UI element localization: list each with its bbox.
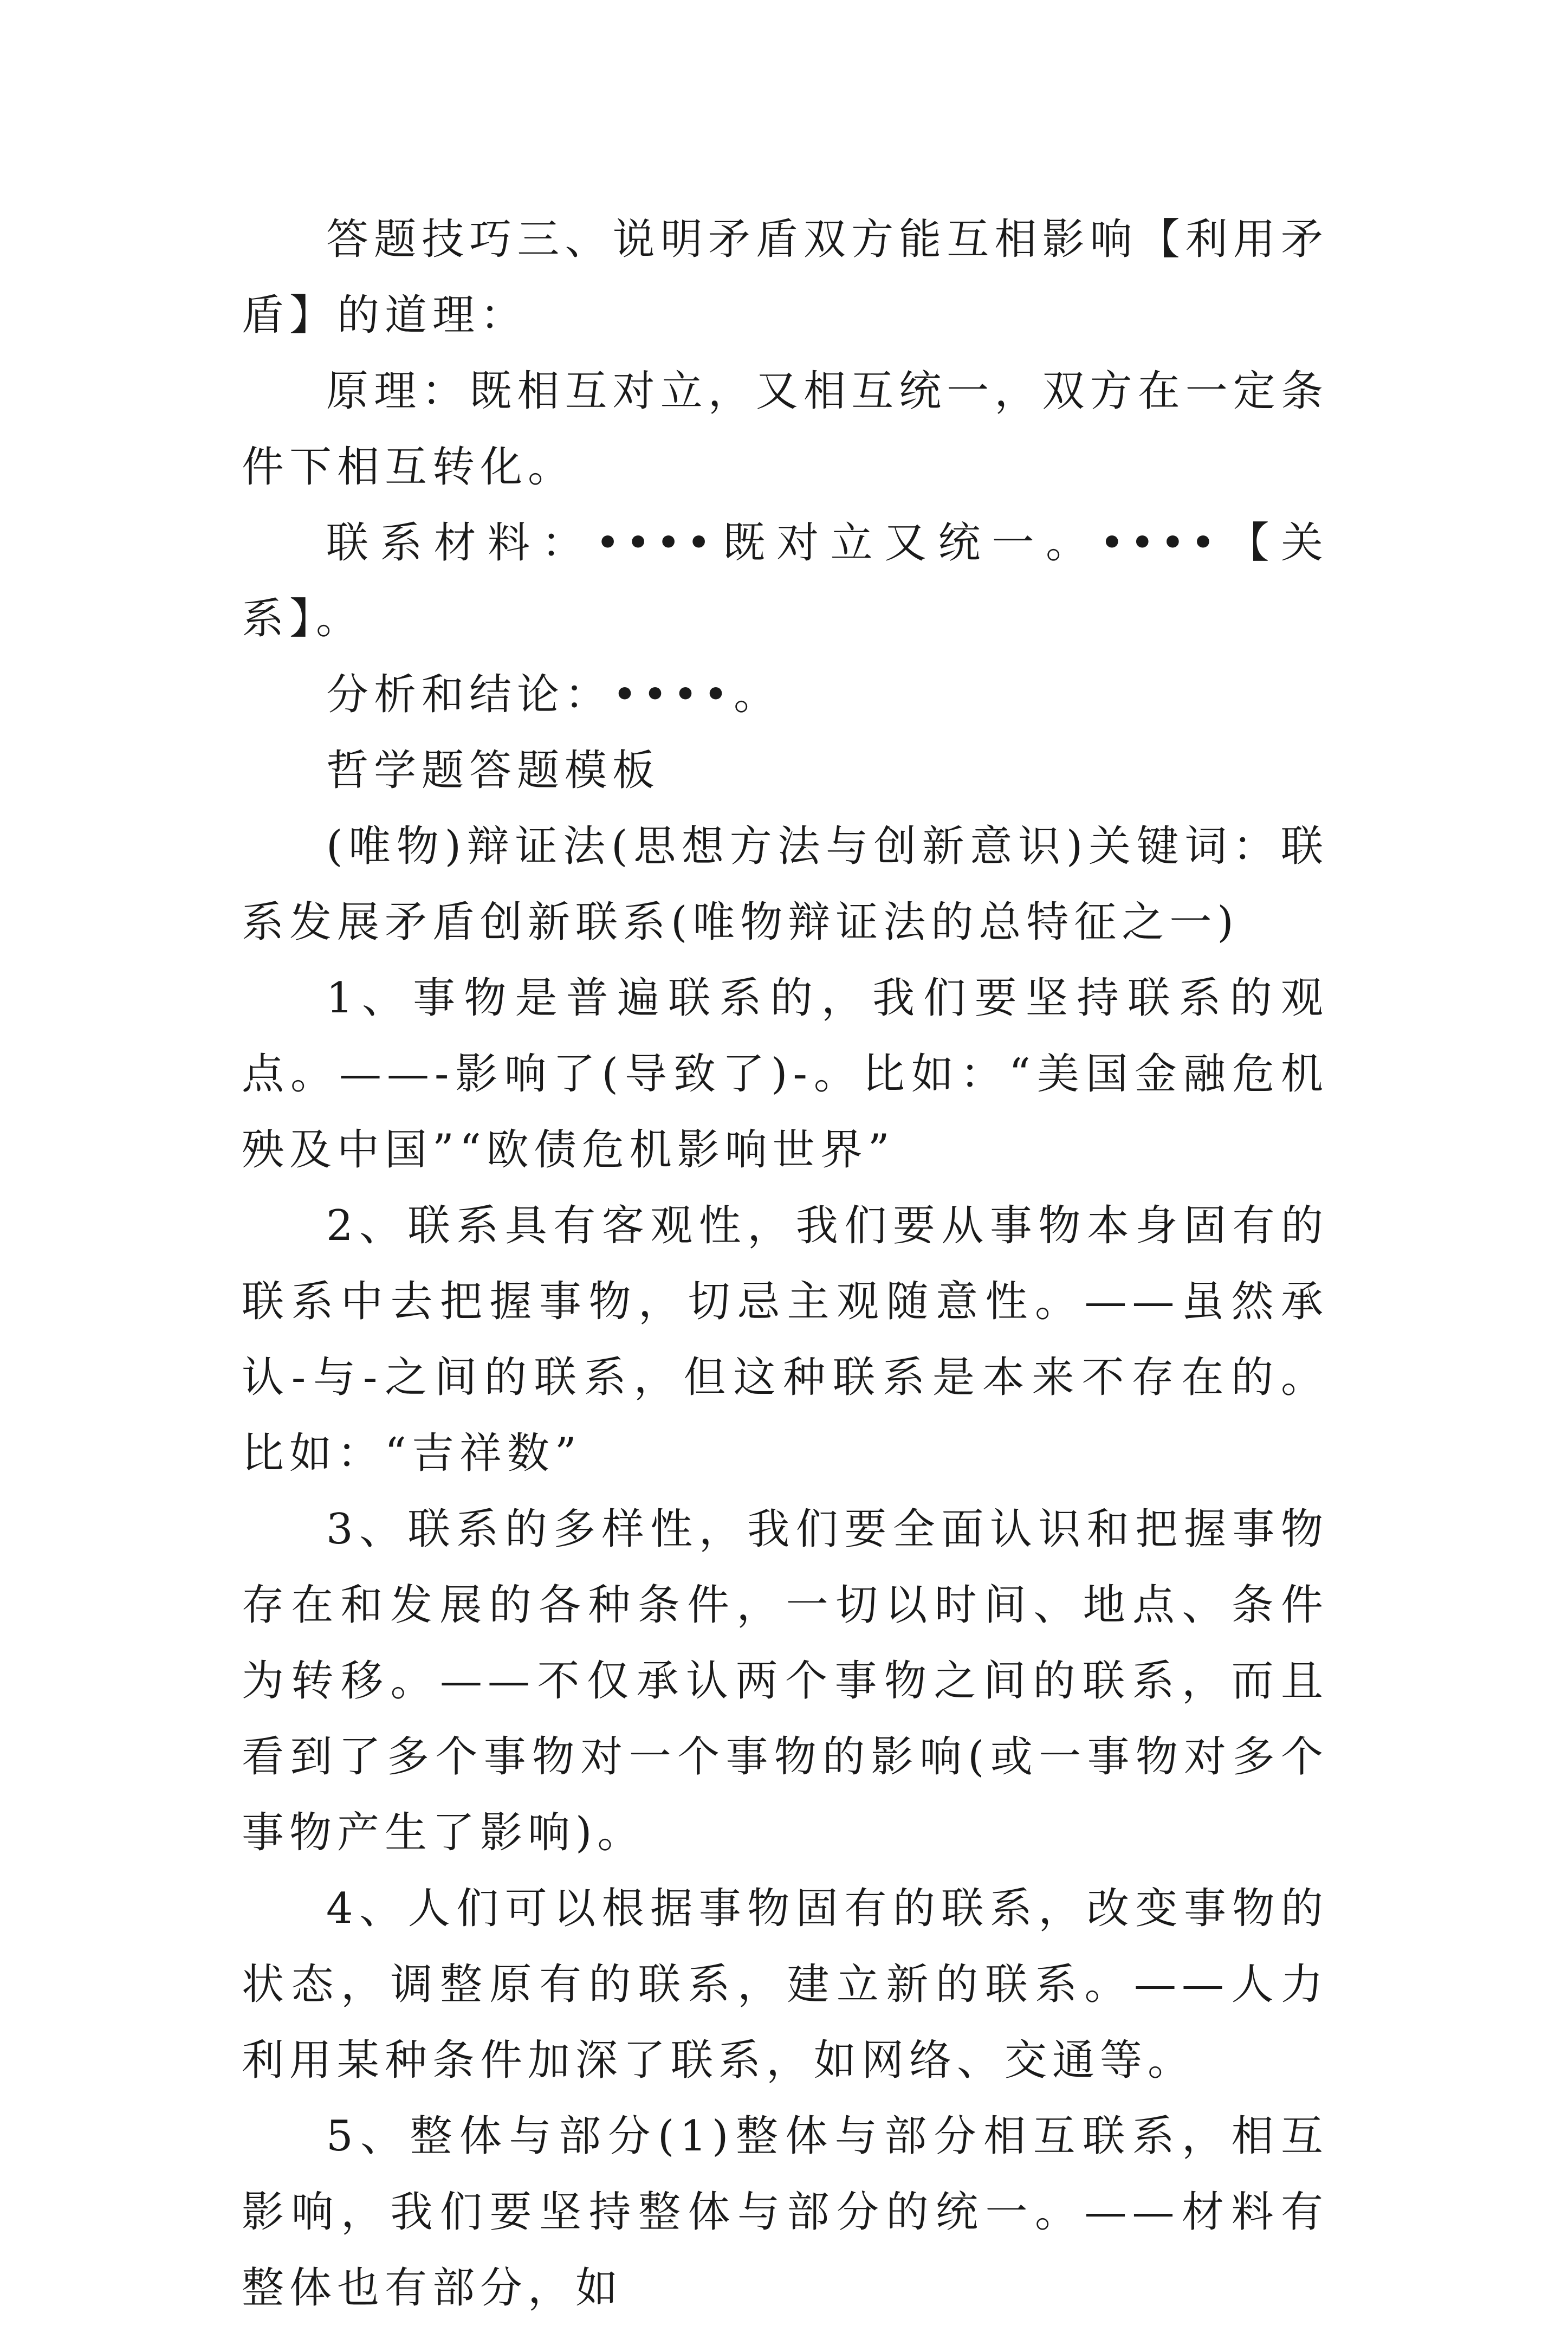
paragraph-item-2: 2、联系具有客观性，我们要从事物本身固有的联系中去把握事物，切忌主观随意性。——虽然承认-与-之间的联系，但这种联系是本来不存在的。比如：“吉祥数” [242,1201,1329,1478]
paragraph-material: 联系材料：••••既对立又统一。••••【关系】。 [242,519,1329,643]
paragraph-template-heading: 哲学题答题模板 [326,746,660,795]
document-body [242,202,1329,2326]
paragraph-principle: 原理：既相互对立，又相互统一，双方在一定条件下相互转化。 [242,367,1329,492]
paragraph-item-1: 1、事物是普遍联系的，我们要坚持联系的观点。——-影响了(导致了)-。比如：“美国金融危机殃及中国”“欧债危机影响世界” [242,974,1329,1174]
paragraph-analysis: 分析和结论：••••。 [326,670,782,719]
paragraph-item-3: 3、联系的多样性，我们要全面认识和把握事物存在和发展的各种条件，一切以时间、地点、条件为转移。——不仅承认两个事物之间的联系，而且看到了多个事物对一个事物的影响(或一事物对多个事物产生了影响)。 [242,1505,1329,1857]
paragraph-item-5: 5、整体与部分(1)整体与部分相互联系，相互影响，我们要坚持整体与部分的统一。——材料有整体也有部分，如 [242,2112,1329,2312]
paragraph-item-4: 4、人们可以根据事物固有的联系，改变事物的状态，调整原有的联系，建立新的联系。——人力利用某种条件加深了联系，如网络、交通等。 [242,1884,1329,2085]
paragraph-tip-three: 答题技巧三、说明矛盾双方能互相影响【利用矛盾】的道理： [242,215,1329,340]
paragraph-keywords: (唯物)辩证法(思想方法与创新意识)关键词：联系发展矛盾创新联系(唯物辩证法的总特征之一) [242,822,1329,947]
